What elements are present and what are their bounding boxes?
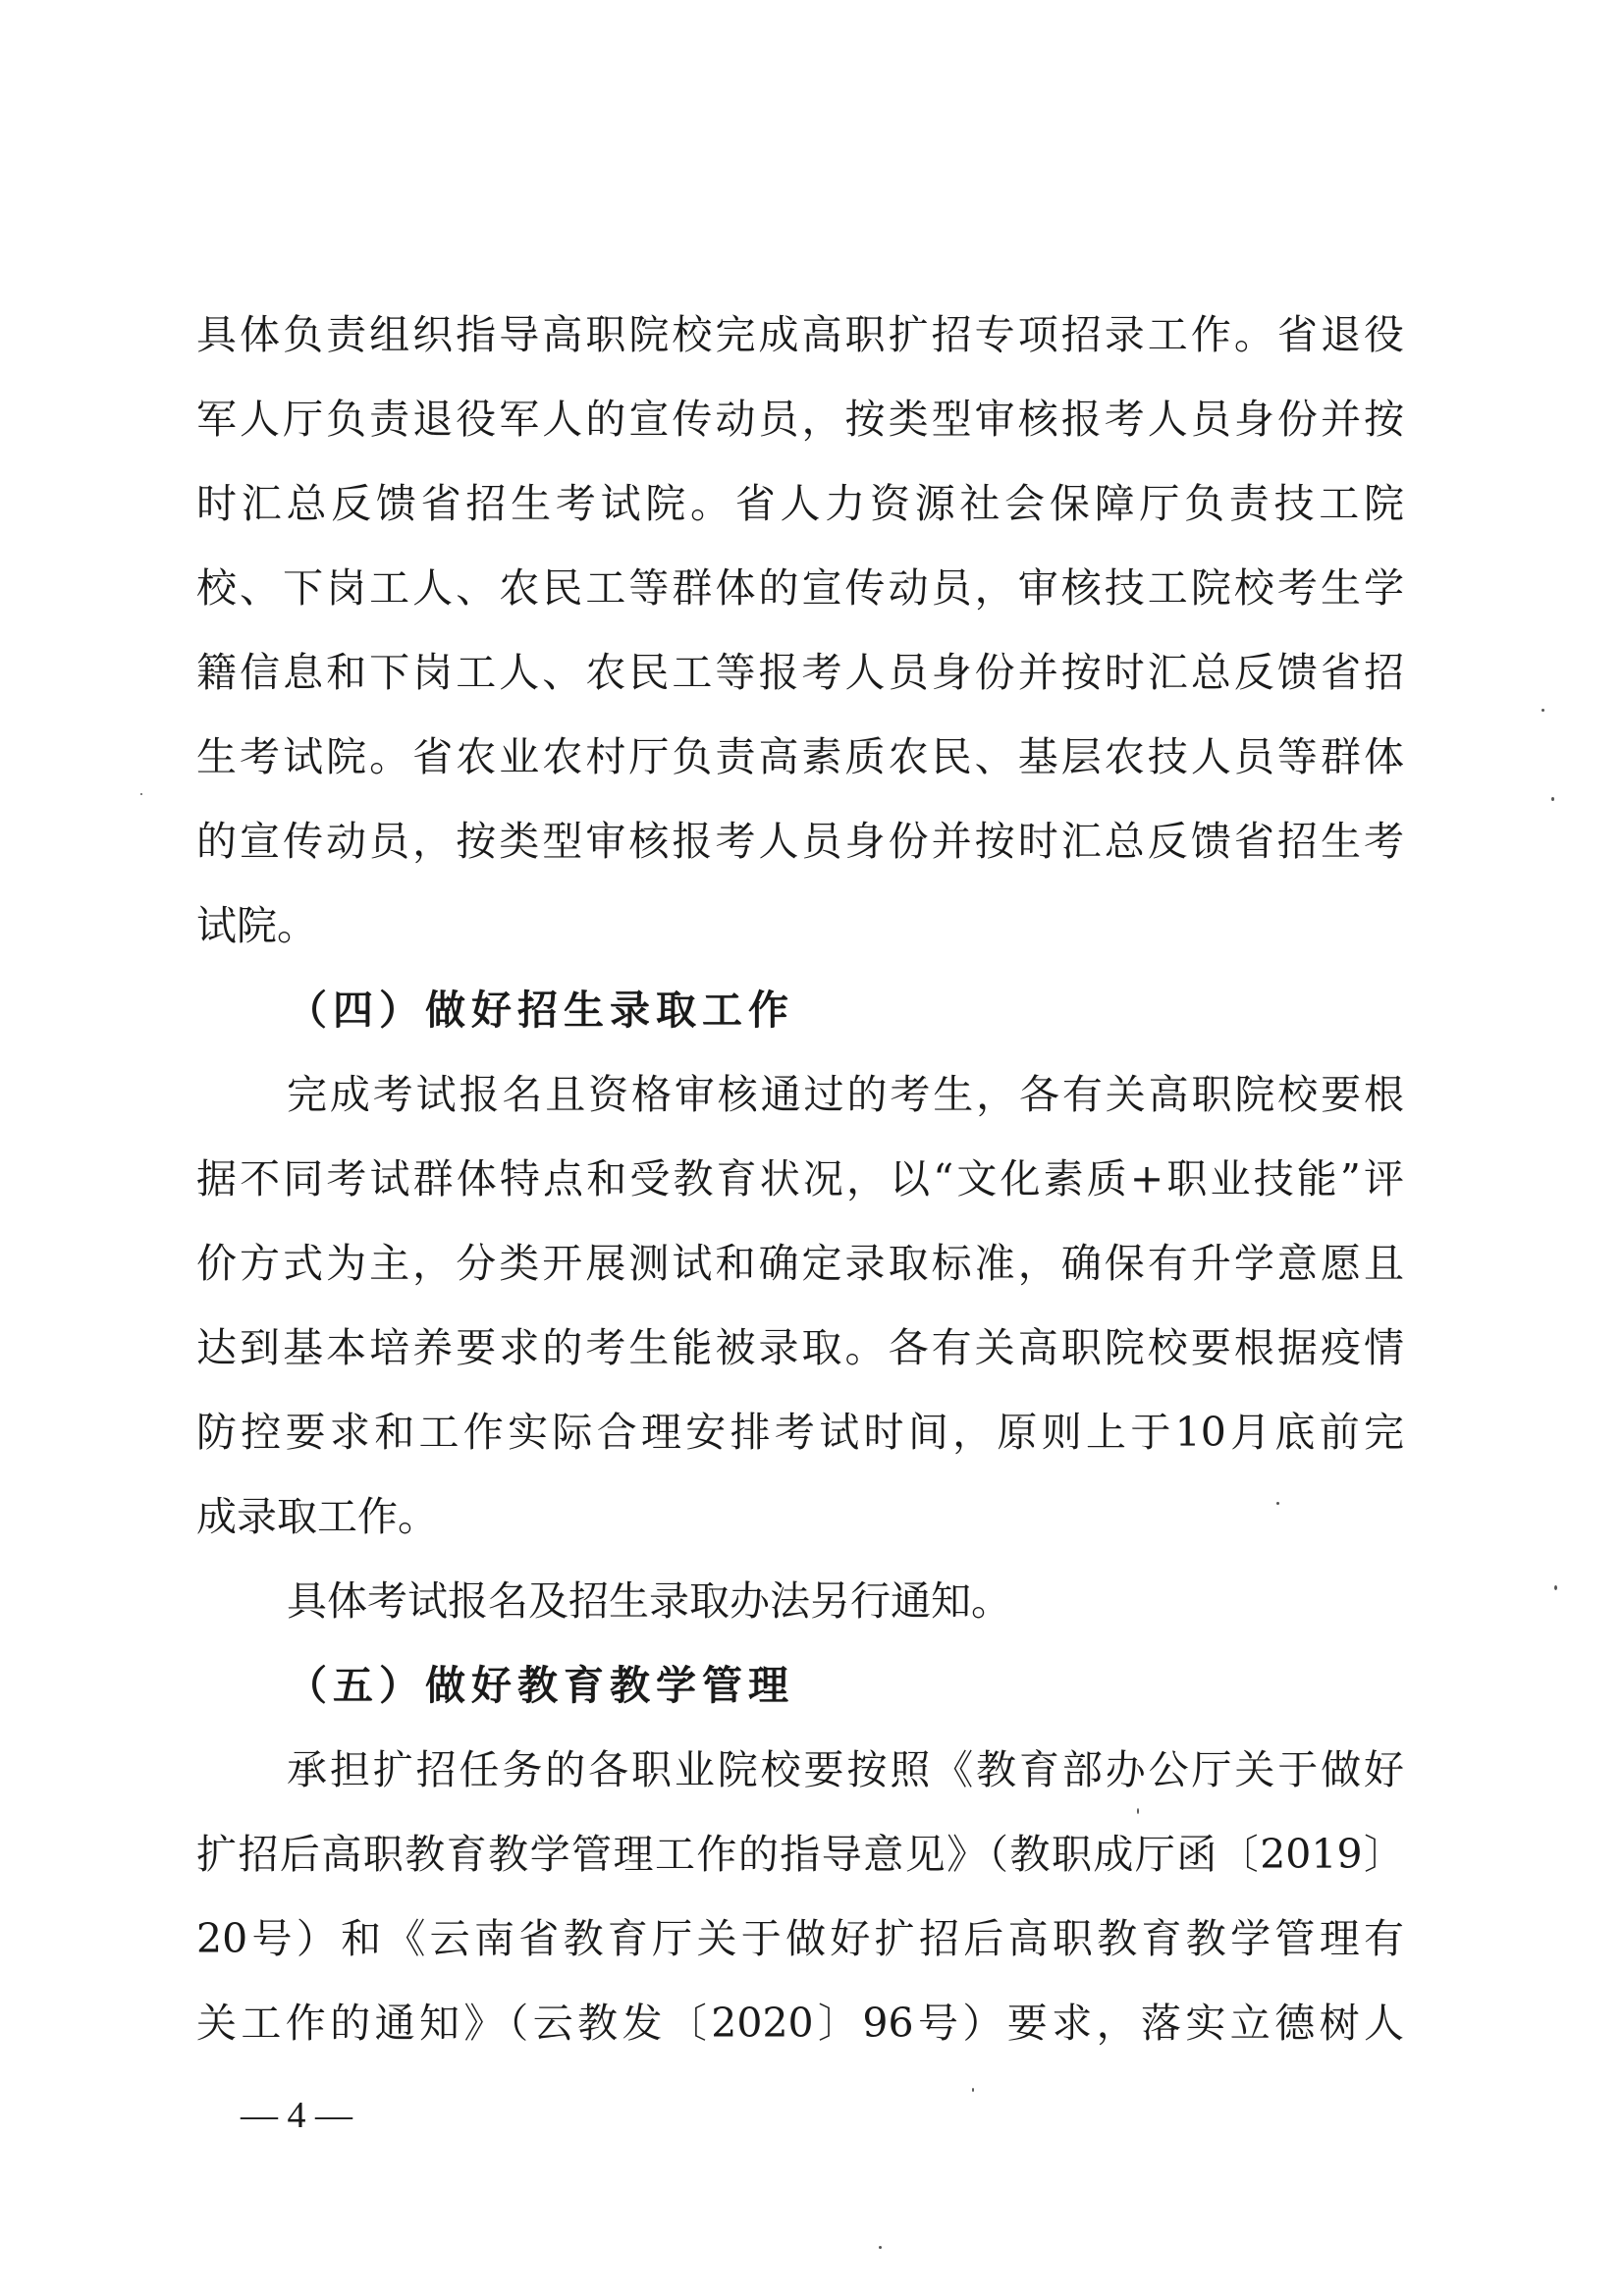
paragraph-1-line-2: 军人厅负责退役军人的宣传动员，按类型审核报考人员身份并按 [196, 396, 1404, 443]
scan-speck [1542, 709, 1544, 712]
paragraph-1-line-7: 的宣传动员，按类型审核报考人员身份并按时汇总反馈省招生考 [196, 818, 1404, 865]
section-5-line-3: 20号）和《云南省教育厅关于做好扩招后高职教育教学管理有 [196, 1915, 1404, 1962]
section-5-line-1: 承担扩招任务的各职业院校要按照《教育部办公厅关于做好 [287, 1746, 1404, 1793]
scan-speck [879, 2246, 882, 2249]
section-5-line-2: 扩招后高职教育教学管理工作的指导意见》（教职成厅函〔2019〕 [196, 1831, 1404, 1878]
paragraph-1-line-4: 校、下岗工人、农民工等群体的宣传动员，审核技工院校考生学 [196, 564, 1404, 612]
scan-speck [140, 793, 142, 795]
page-number: — 4 — [241, 2095, 352, 2136]
paragraph-1-line-8: 试院。 [196, 902, 317, 949]
scan-speck [972, 2088, 974, 2092]
scan-speck [1276, 1502, 1279, 1505]
scan-speck [1551, 797, 1554, 801]
section-4-line-2: 据不同考试群体特点和受教育状况，以“文化素质+职业技能”评 [196, 1155, 1404, 1202]
section-5-line-4: 关工作的通知》（云教发〔2020〕96号）要求，落实立德树人 [196, 2000, 1404, 2047]
section-4-note: 具体考试报名及招生录取办法另行通知。 [287, 1577, 1011, 1625]
scan-speck [1554, 1585, 1557, 1590]
paragraph-1-line-3: 时汇总反馈省招生考试院。省人力资源社会保障厅负责技工院 [196, 480, 1404, 527]
section-4-line-5: 防控要求和工作实际合理安排考试时间，原则上于10月底前完 [196, 1409, 1404, 1456]
paragraph-1-line-6: 生考试院。省农业农村厅负责高素质农民、基层农技人员等群体 [196, 733, 1404, 780]
section-5-heading: （五）做好教育教学管理 [287, 1662, 794, 1709]
section-4-line-6: 成录取工作。 [196, 1493, 438, 1540]
section-4-heading: （四）做好招生录取工作 [287, 987, 794, 1034]
paragraph-1-line-5: 籍信息和下岗工人、农民工等报考人员身份并按时汇总反馈省招 [196, 649, 1404, 696]
section-4-line-1: 完成考试报名且资格审核通过的考生，各有关高职院校要根 [287, 1071, 1404, 1118]
scan-speck [1137, 1808, 1139, 1814]
section-4-line-3: 价方式为主，分类开展测试和确定录取标准，确保有升学意愿且 [196, 1240, 1404, 1287]
section-4-line-4: 达到基本培养要求的考生能被录取。各有关高职院校要根据疫情 [196, 1324, 1404, 1371]
paragraph-1-line-1: 具体负责组织指导高职院校完成高职扩招专项招录工作。省退役 [196, 311, 1404, 358]
